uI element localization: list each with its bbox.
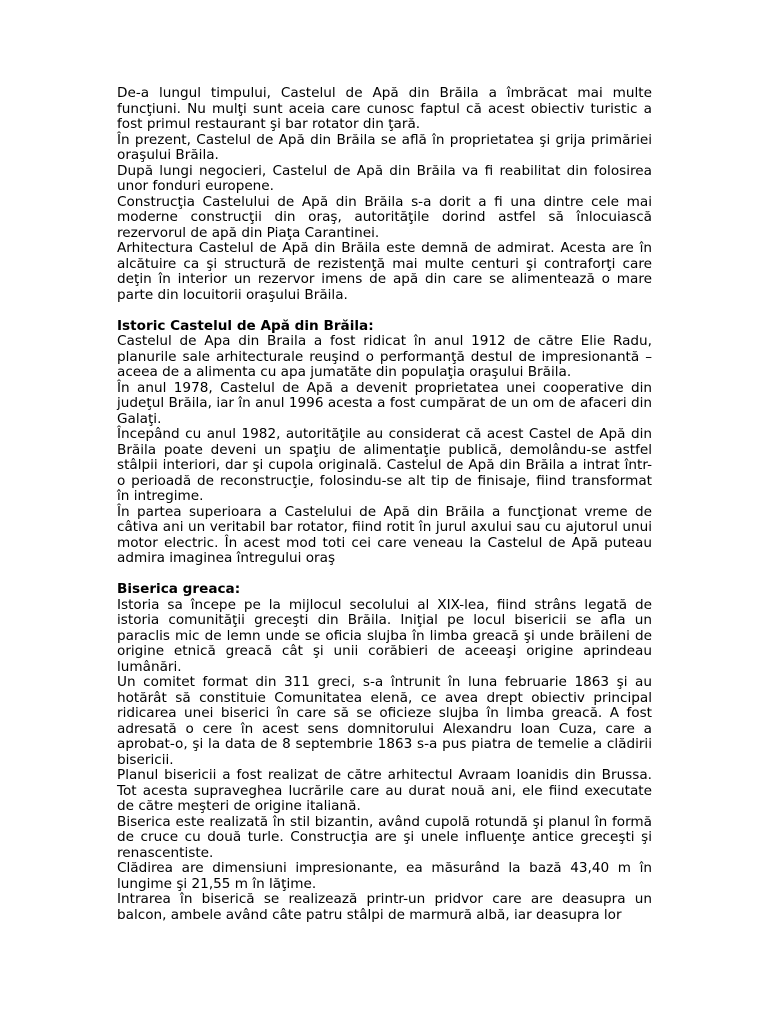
biserica-paragraph-5: Clădirea are dimensiuni impresionante, ea măsurând la bază 43,40 m în lungime şi 21,55 m în lăţime. <box>117 860 652 892</box>
biserica-paragraph-4: Biserica este realizată în stil bizantin, având cupolă rotundă şi planul în formă de cruce cu două turle. Construcţia are şi unele influenţe antice greceşti şi renascentiste. <box>117 813 652 861</box>
document-page <box>117 86 652 923</box>
section-heading-biserica: Biserica greaca: <box>117 581 241 597</box>
castel-paragraph-2: În anul 1978, Castelul de Apă a devenit proprietatea unei cooperative din judeţul Brăila, iar în anul 1996 acesta a fost cumpărat de un om de afaceri din Galaţi. <box>117 379 652 427</box>
section-heading-castel: Istoric Castelul de Apă din Brăila: <box>117 317 374 334</box>
biserica-paragraph-1: Istoria sa începe pe la mijlocul secolului al XIX-lea, fiind strâns legată de istoria comunităţii greceşti din Brăila. Iniţial pe locul bisericii se afla un paraclis mic de lemn unde se oficia slujba în limba greacă şi unde brăileni de origine etnică greacă cât şi unii corăbieri de aceeaşi origine aprindeau lumânări. <box>117 596 652 675</box>
intro-paragraph-3: După lungi negocieri, Castelul de Apă din Brăila va fi reabilitat din folosirea unor fonduri europene. <box>117 162 652 194</box>
section-gap <box>117 567 652 583</box>
intro-paragraph-2: În prezent, Castelul de Apă din Brăila se află în proprietatea şi grija primăriei oraşului Brăila. <box>117 131 652 163</box>
section-gap <box>117 303 652 319</box>
biserica-paragraph-3: Planul bisericii a fost realizat de către arhitectul Avraam Ioanidis din Brussa. Tot acesta supraveghea lucrările care au durat nouă ani, ele fiind executate de către meşteri de origine italiană. <box>117 767 652 814</box>
biserica-paragraph-2: Un comitet format din 311 greci, s-a întrunit în luna februarie 1863 şi au hotărât să constituie Comunitatea elenă, ce avea drept obiectiv principal ridicarea unei biserici în care să se oficieze slujba în limba greacă. A fost adresată o cere în acest sens domnitorului Alexandru Ioan Cuza, care a aprobat-o, şi la data de 8 septembrie 1863 s-a pus piatra de temelie a clădirii bisericii. <box>117 674 652 768</box>
intro-paragraph-1: De-a lungul timpului, Castelul de Apă din Brăila a îmbrăcat mai multe funcţiuni. Nu mulţi sunt aceia care cunosc faptul că acest obiectiv turistic a fost primul restaurant şi bar rotator din ţară. <box>117 85 652 132</box>
biserica-paragraph-6: Intrarea în biserică se realizează printr-un pridvor care are deasupra un balcon, ambele având câte patru stâlpi de marmură albă, iar deasupra lor <box>117 891 652 923</box>
intro-paragraph-5: Arhitectura Castelul de Apă din Brăila este demnă de admirat. Acesta are în alcătuire ca şi structură de rezistenţă mai multe centuri şi contraforţi care deţin în interior un rezervor imens de apă din care se alimentează o mare parte din locuitorii oraşului Brăila. <box>117 240 652 303</box>
intro-paragraph-4: Construcţia Castelului de Apă din Brăila s-a dorit a fi una dintre cele mai moderne construcţii din oraş, autorităţile dorind astfel să înlocuiască rezervorul de apă din Piaţa Carantinei. <box>117 193 652 241</box>
castel-paragraph-3: Începând cu anul 1982, autorităţile au considerat că acest Castel de Apă din Brăila poate deveni un spaţiu de alimentaţie publică, demolându-se astfel stâlpii interiori, dar şi cupola originală. Castelul de Apă din Brăila a intrat într-o perioadă de reconstrucţie, folosindu-se alt tip de finisaje, fiind transformat în intregime. <box>117 426 652 504</box>
castel-paragraph-4: În partea superioara a Castelului de Apă din Brăila a funcţionat vreme de câtiva ani un veritabil bar rotator, fiind rotit în jurul axului sau cu ajutorul unui motor electric. În acest mod toti cei care veneau la Castelul de Apă puteau admira imaginea întregului oraş <box>117 503 652 566</box>
castel-paragraph-1: Castelul de Apa din Braila a fost ridicat în anul 1912 de către Elie Radu, planurile sale arhitecturale reuşind o performanţă destul de impresionantă – aceea de a alimenta cu apa jumatăte din populaţia oraşului Brăila. <box>117 333 652 380</box>
